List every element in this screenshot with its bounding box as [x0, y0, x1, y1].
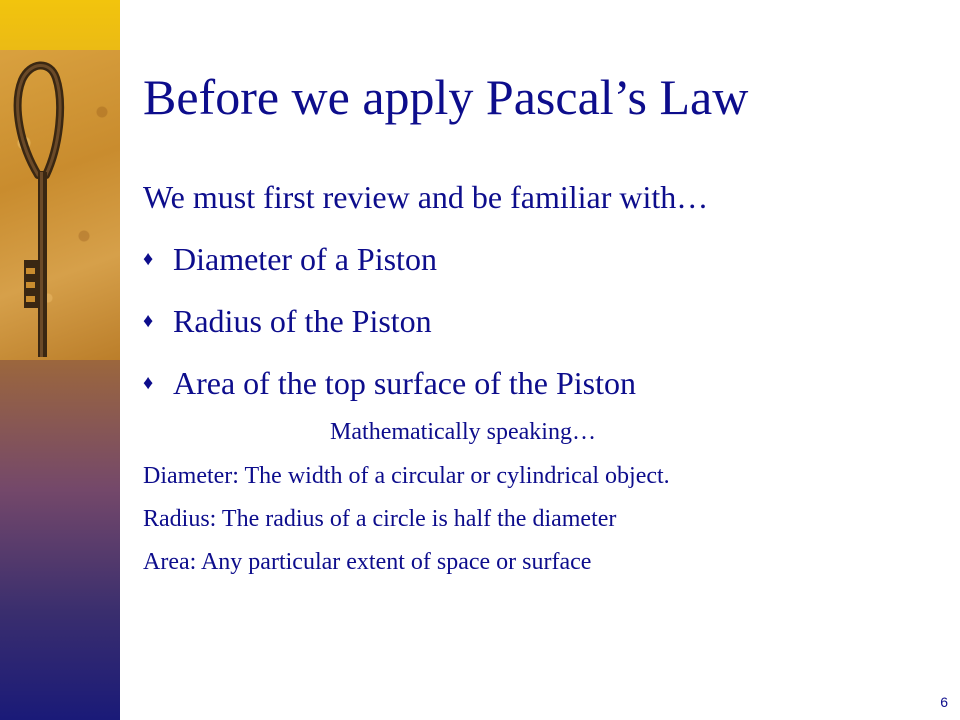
- definition-area: Area: Any particular extent of space or surface: [143, 549, 592, 575]
- math-heading: Mathematically speaking…: [330, 419, 596, 445]
- bullet-item: [143, 364, 943, 426]
- diamond-bullet-icon: ♦: [143, 248, 154, 270]
- bullet-label: Diameter of a Piston: [173, 241, 437, 277]
- bullet-list: [143, 240, 943, 426]
- key-icon: [0, 50, 120, 360]
- definition-radius: Radius: The radius of a circle is half the diameter: [143, 506, 617, 532]
- slide-title: Before we apply Pascal’s Law: [143, 69, 749, 125]
- page-number: 6: [940, 694, 948, 710]
- bullet-item: [143, 302, 943, 364]
- diamond-bullet-icon: ♦: [143, 372, 154, 394]
- definition-diameter: Diameter: The width of a circular or cylindrical object.: [143, 463, 670, 489]
- bullet-label: Radius of the Piston: [173, 303, 432, 339]
- bullet-label: Area of the top surface of the Piston: [173, 365, 636, 401]
- slide-body: [143, 178, 943, 591]
- bullet-item: [143, 240, 943, 302]
- definition-list: [143, 462, 943, 591]
- diamond-bullet-icon: ♦: [143, 310, 154, 332]
- sidebar-gradient: [0, 0, 120, 720]
- old-key-photo: [0, 50, 120, 360]
- intro-text: We must first review and be familiar with…: [143, 179, 709, 215]
